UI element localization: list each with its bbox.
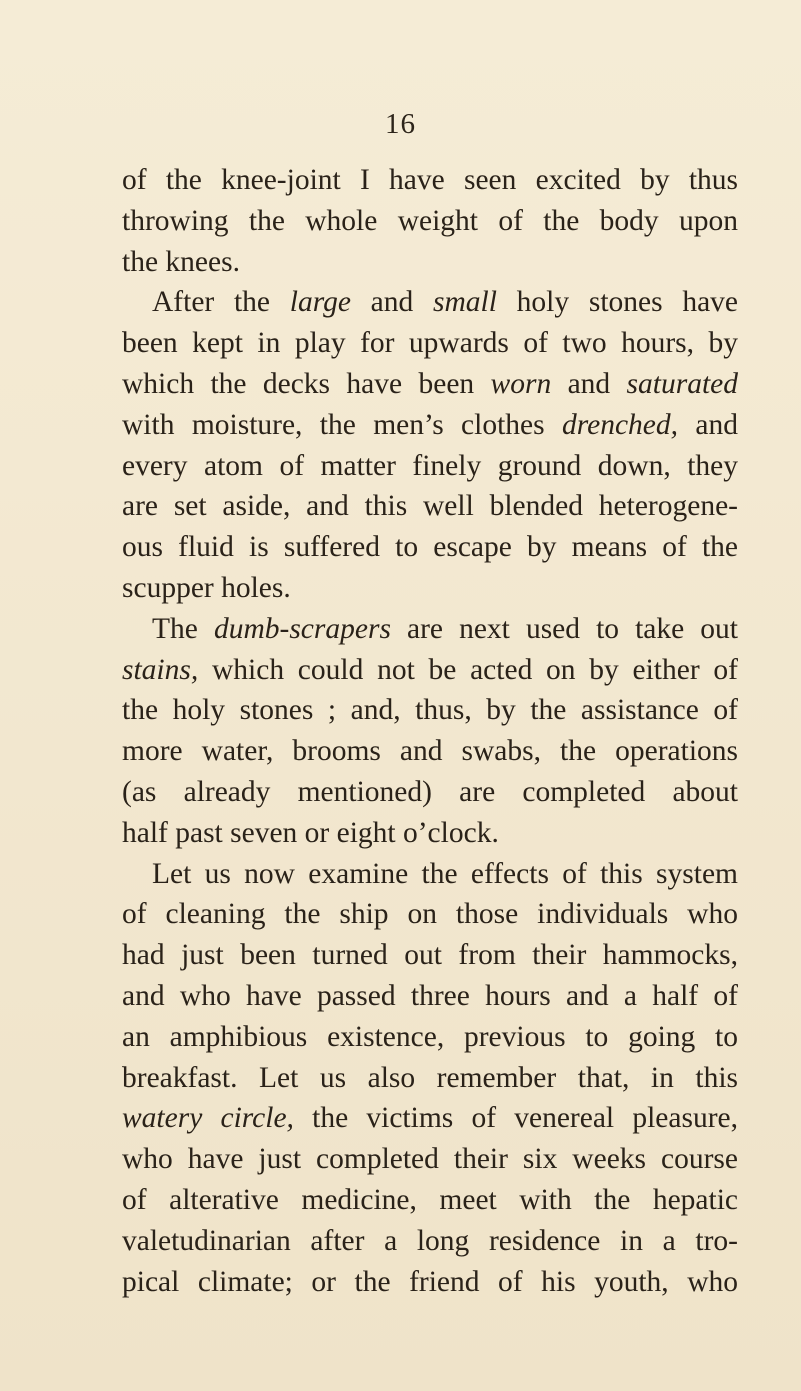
text-span: the victims of venereal pleasure, xyxy=(293,1102,738,1135)
text-span: and xyxy=(678,408,738,441)
text-line xyxy=(122,650,738,691)
text-line: (as already mentioned) are completed about xyxy=(122,775,738,808)
text-line: pical climate; or the friend of his youth, who xyxy=(122,1265,738,1298)
text-span: which could not be acted on by either of xyxy=(198,653,738,686)
text-line: are set aside, and this well blended heterogene- xyxy=(122,490,738,523)
text-span: After the xyxy=(152,286,290,319)
text-line: the holy stones ; and, thus, by the assistance of xyxy=(122,694,738,727)
emphasis-stains: stains, xyxy=(122,653,199,686)
text-line: half past seven or eight o’clock. xyxy=(122,816,499,849)
text-line: and who have passed three hours and a half of xyxy=(122,979,738,1012)
text-span: which the decks have been xyxy=(122,367,491,400)
emphasis-dumb-scrapers: dumb-scrapers xyxy=(213,612,391,645)
emphasis-large: large xyxy=(289,286,351,319)
text-line: who have just completed their six weeks course xyxy=(122,1143,738,1176)
text-line: breakfast. Let us also remember that, in this xyxy=(122,1061,738,1094)
text-span: and xyxy=(551,367,627,400)
emphasis-small: small xyxy=(433,286,497,319)
text-line: Let us now examine the effects of this system xyxy=(152,857,738,890)
text-line: throwing the whole weight of the body upon xyxy=(122,204,738,237)
text-line: been kept in play for upwards of two hours, by xyxy=(122,327,738,360)
text-line: more water, brooms and swabs, the operations xyxy=(122,735,738,768)
text-line xyxy=(122,282,738,323)
text-span: The xyxy=(152,612,214,645)
text-line xyxy=(122,1098,738,1139)
text-line: scupper holes. xyxy=(122,571,291,604)
text-line: of the knee-joint I have seen excited by thus xyxy=(122,164,738,196)
text-line: of cleaning the ship on those individuals who xyxy=(122,898,738,931)
text-line: valetudinarian after a long residence in a tro- xyxy=(122,1224,738,1257)
text-line xyxy=(122,405,738,446)
text-line: ous fluid is suffered to escape by means of the xyxy=(122,531,738,564)
text-span: are next used to take out xyxy=(390,612,738,645)
text-line: had just been turned out from their hammocks, xyxy=(122,939,738,972)
text-line: an amphibious existence, previous to going to xyxy=(122,1020,738,1053)
body-text xyxy=(122,160,738,1302)
emphasis-saturated: saturated xyxy=(626,367,738,400)
text-line xyxy=(122,609,738,650)
text-span: and xyxy=(350,286,433,319)
page-number: 16 xyxy=(385,108,416,140)
text-line: the knees. xyxy=(122,245,240,278)
emphasis-worn: worn xyxy=(490,367,552,400)
text-line xyxy=(122,364,738,405)
text-line: every atom of matter finely ground down, they xyxy=(122,449,738,482)
text-span: holy stones have xyxy=(496,286,739,319)
emphasis-drenched: drenched, xyxy=(561,408,679,441)
text-line: of alterative medicine, meet with the hepatic xyxy=(122,1183,738,1216)
text-span: with moisture, the men’s clothes xyxy=(122,408,562,441)
emphasis-watery-circle: watery circle, xyxy=(122,1102,294,1135)
